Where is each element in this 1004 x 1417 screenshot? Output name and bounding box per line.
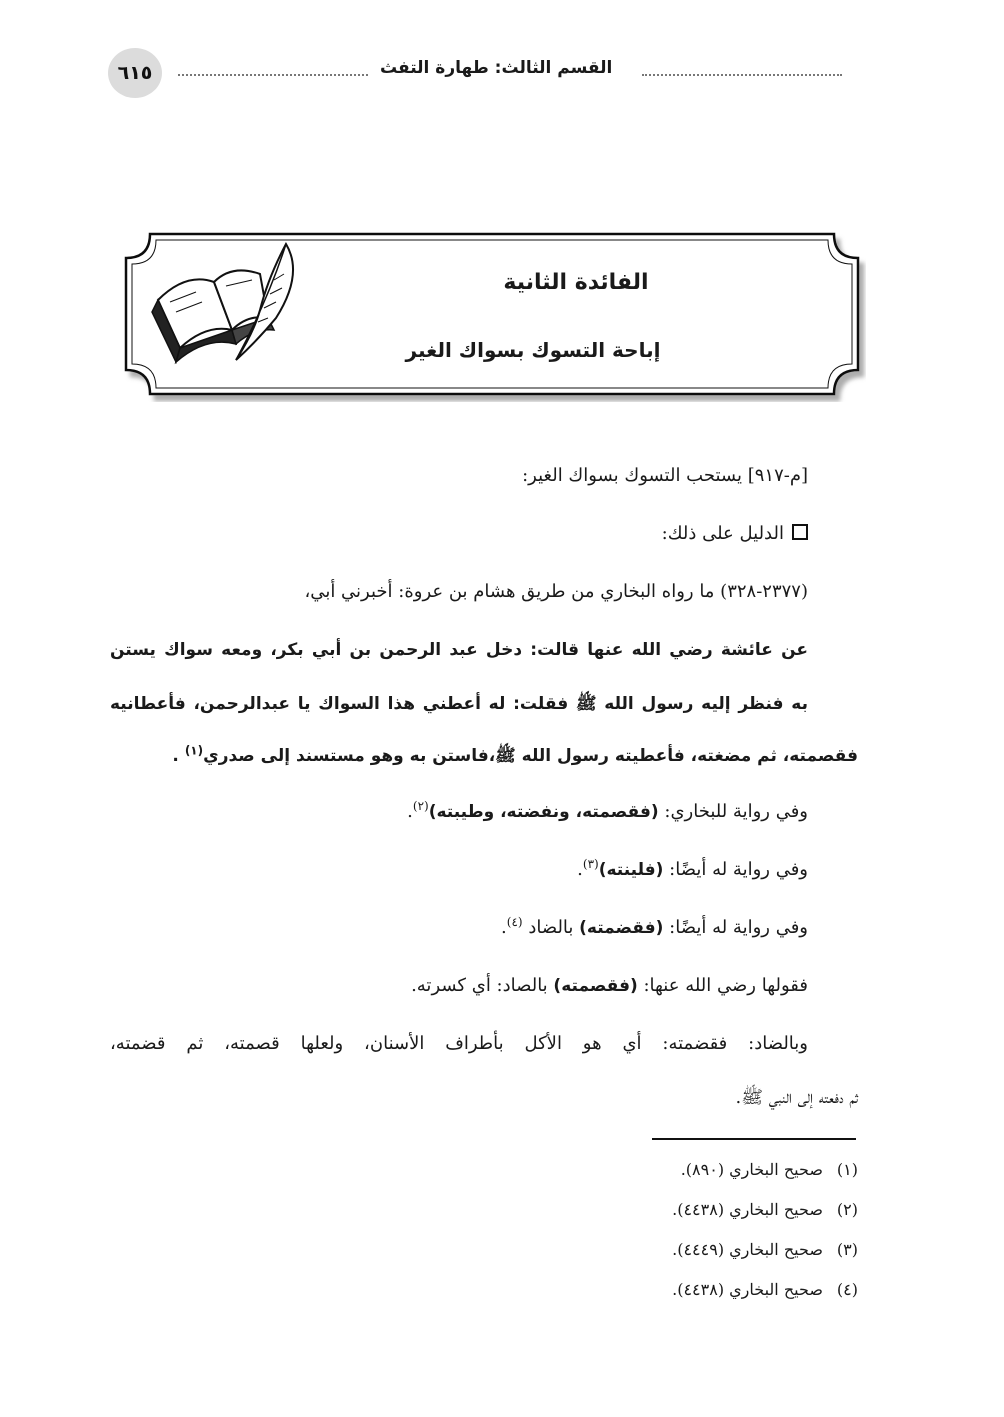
footnote-3 — [672, 1240, 858, 1259]
footnote-number: (٤) — [836, 1280, 858, 1299]
section-title: الفائدة الثانية — [503, 270, 649, 295]
narration-2-prefix: وفي رواية له أيضًا: — [663, 859, 808, 880]
footnote-number: (١) — [836, 1160, 858, 1179]
evidence-heading — [662, 520, 808, 548]
narration-3-quote: (فقضمته) — [579, 918, 664, 938]
running-header — [108, 48, 844, 98]
footnote-number: (٣) — [836, 1240, 858, 1259]
hadith-line-3-text: فقصمته، ثم مضغته، فأعطيته رسول الله ﷺ،فاستن به وهو مستسند إلى صدري — [203, 746, 858, 766]
explanation-1 — [411, 972, 808, 1000]
narration-1: وفي رواية للبخاري: (فقصمته، ونفضته، وطيبته)$^{(٢)}$. — [407, 799, 808, 822]
narration-1-prefix: وفي رواية للبخاري: — [658, 801, 808, 822]
explanation-1-prefix: فقولها رضي الله عنها: — [637, 975, 808, 996]
footnote-text: صحيح البخاري (٤٤٣٨). — [672, 1200, 823, 1219]
hadith-line-3: فقصمته، ثم مضغته، فأعطيته رسول الله ﷺ،فاستن به وهو مستسند إلى صدري$^{(١)}$ . — [172, 743, 858, 766]
hadith-line-2: به فنظر إليه رسول الله ﷺ فقلت: له أعطني هذا السواك يا عبدالرحمن، فأعطانيه — [110, 694, 808, 714]
narration-3: وفي رواية له أيضًا: (فقضمته) بالضاد $^{(٤)}$. — [501, 915, 808, 938]
narration-2: وفي رواية له أيضًا: (فلينته)$^{(٣)}$. — [577, 857, 808, 880]
narration-3-suffix: بالضاد — [522, 917, 580, 938]
footnote-separator — [652, 1138, 856, 1140]
footnote-ref: (٣) — [582, 857, 599, 871]
checkbox-icon — [792, 524, 808, 540]
footnote-4 — [672, 1280, 858, 1299]
evidence-label: الدليل على ذلك: — [661, 523, 784, 544]
narration-2-quote: (فلينته) — [598, 860, 664, 880]
explanation-2-line-1: وبالضاد: فقضمته: أي هو الأكل بأطراف الأسنان، ولعلها قصمته، ثم قضمته، — [110, 1033, 808, 1054]
rule-line: [م-٩١٧] يستحب التسوك بسواك الغير: — [522, 465, 808, 486]
explanation-1-quote: (فقصمته) — [553, 976, 638, 996]
footnote-number: (٢) — [836, 1200, 858, 1219]
explanation-1-suffix: بالصاد: أي كسرته. — [411, 975, 554, 996]
footnote-text: صحيح البخاري (٤٤٤٩). — [672, 1240, 823, 1259]
footnote-2 — [672, 1200, 858, 1219]
explanation-2-line-2: ثم دفعته إلى النبي ﷺ. — [735, 1087, 858, 1108]
running-title: القسم الثالث: طهارة التفث — [380, 58, 613, 78]
footnote-ref: (٢) — [412, 799, 429, 813]
narration-1-quote: (فقصمته، ونفضته، وطيبته) — [428, 802, 659, 822]
footnote-ref: (١) — [184, 743, 204, 758]
footnote-text: صحيح البخاري (٤٤٣٨). — [672, 1280, 823, 1299]
hadith-line-1: عن عائشة رضي الله عنها قالت: دخل عبد الرحمن بن أبي بكر، ومعه سواك يستن — [110, 640, 808, 660]
header-dots-left — [178, 74, 368, 76]
header-dots-right — [642, 74, 842, 76]
footnote-1 — [681, 1160, 858, 1179]
footnote-text: صحيح البخاري (٨٩٠). — [680, 1160, 823, 1179]
hadith-intro: (٢٣٧٧-٣٢٨) ما رواه البخاري من طريق هشام بن عروة: أخبرني أبي، — [304, 581, 808, 602]
narration-3-prefix: وفي رواية له أيضًا: — [663, 917, 808, 938]
footnote-ref: (٤) — [506, 915, 523, 929]
book-and-quill-icon — [136, 240, 306, 370]
section-subtitle: إباحة التسوك بسواك الغير — [405, 338, 661, 362]
page-number: ٦١٥ — [108, 48, 162, 98]
section-title-box — [118, 230, 866, 402]
